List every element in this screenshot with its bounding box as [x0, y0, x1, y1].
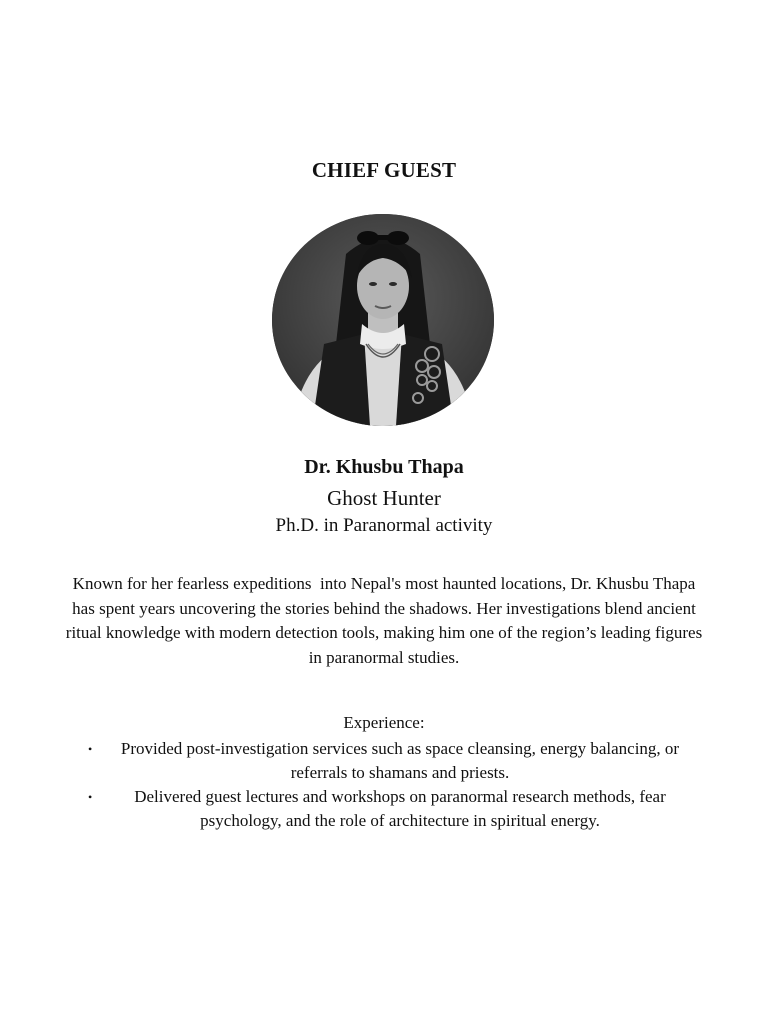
bullet-icon: • [88, 742, 93, 756]
experience-heading: Experience: [343, 713, 425, 732]
guest-bio: Known for her fearless expeditions into Nepal's most haunted locations, Dr. Khusbu Thapa has spent years uncovering the stories behind the shadows. Her investigations blend ancient ritual knowledge with modern detection tools, making him one of the region’s leading figures in paranormal studies. [65, 574, 707, 667]
experience-list [88, 737, 688, 833]
guest-portrait [272, 214, 494, 426]
portrait-illustration [272, 214, 494, 426]
list-item [88, 737, 688, 785]
guest-degree: Ph.D. in Paranormal activity [275, 515, 493, 536]
experience-item-text: Provided post-investigation services such as space cleansing, energy balancing, or referrals to shamans and priests. [120, 739, 680, 782]
guest-role: Ghost Hunter [327, 486, 441, 510]
list-item [88, 785, 688, 833]
page-title: CHIEF GUEST [311, 158, 457, 182]
guest-name: Dr. Khusbu Thapa [304, 456, 464, 478]
bullet-icon: • [88, 790, 93, 804]
experience-item-text: Delivered guest lectures and workshops on paranormal research methods, fear psychology, and the role of architecture in spiritual energy. [134, 787, 666, 830]
